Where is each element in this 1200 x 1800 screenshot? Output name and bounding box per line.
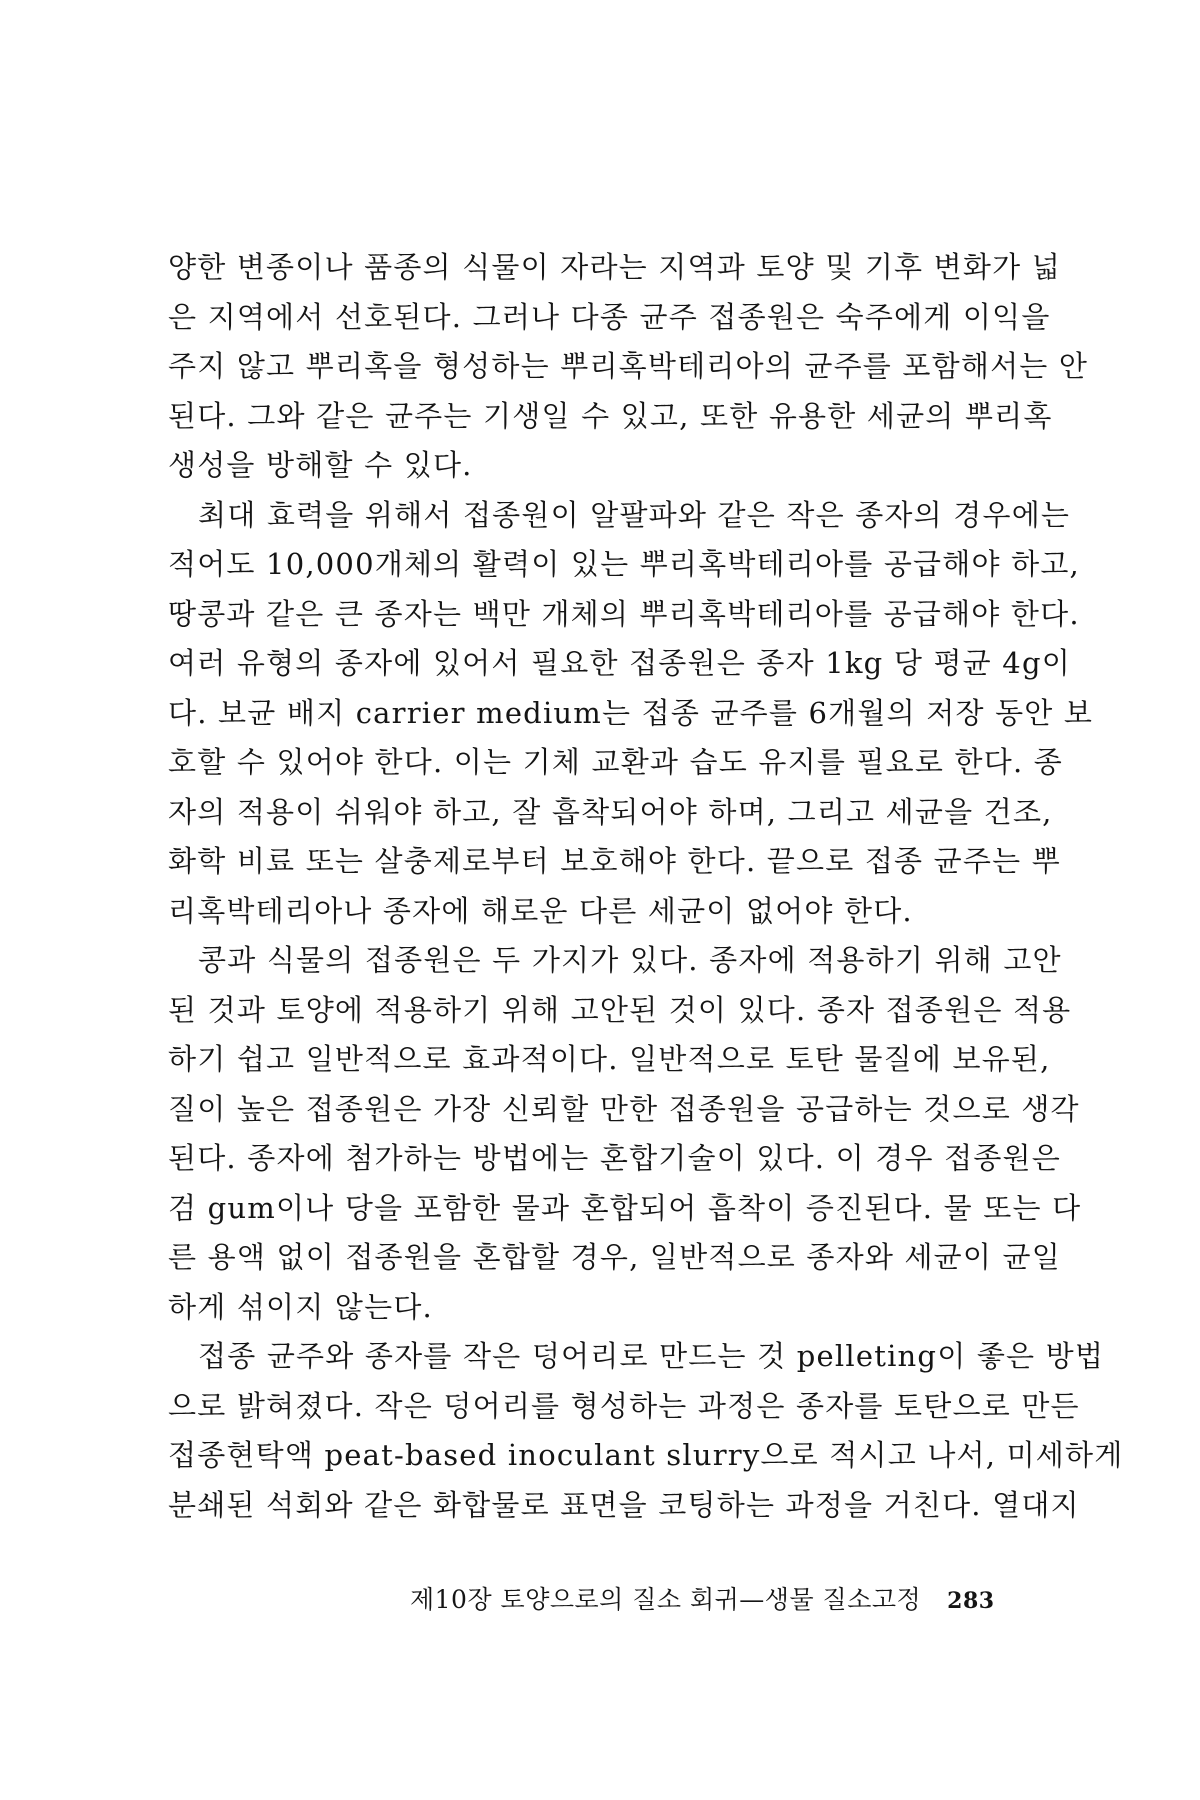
text-line: 여러 유형의 종자에 있어서 필요한 접종원은 종자 1kg 당 평균 4g이 [168, 646, 1071, 680]
text-line: 질이 높은 접종원은 가장 신뢰할 만한 접종원을 공급하는 것으로 생각 [168, 1091, 1080, 1126]
running-footer [410, 1580, 1010, 1616]
text-line: 생성을 방해할 수 있다. [168, 448, 473, 482]
text-line: 된다. 종자에 첨가하는 방법에는 혼합기술이 있다. 이 경우 접종원은 [168, 1141, 1061, 1175]
body-text [168, 243, 1124, 1530]
text-line: 다. 보균 배지 carrier medium는 접종 균주를 6개월의 저장 동안 보 [168, 695, 1094, 730]
text-line: 분쇄된 석회와 같은 화합물로 표면을 코팅하는 과정을 거친다. 열대지 [168, 1487, 1080, 1522]
text-line: 호할 수 있어야 한다. 이는 기체 교환과 습도 유지를 필요로 한다. 종 [168, 745, 1064, 779]
text-line: 하게 섞이지 않는다. [168, 1289, 433, 1324]
text-line: 된다. 그와 같은 균주는 기생일 수 있고, 또한 유용한 세균의 뿌리혹 [168, 398, 1053, 433]
text-line: 적어도 10,000개체의 활력이 있는 뿌리혹박테리아를 공급해야 하고, [168, 547, 1080, 581]
text-line: 최대 효력을 위해서 접종원이 알팔파와 같은 작은 종자의 경우에는 [198, 497, 1071, 532]
text-line: 된 것과 토양에 적용하기 위해 고안된 것이 있다. 종자 접종원은 적용 [168, 992, 1072, 1027]
text-line: 화학 비료 또는 살충제로부터 보호해야 한다. 끝으로 접종 균주는 뿌 [168, 844, 1061, 878]
text-line: 땅콩과 같은 큰 종자는 백만 개체의 뿌리혹박테리아를 공급해야 한다. [168, 596, 1080, 631]
text-line: 른 용액 없이 접종원을 혼합할 경우, 일반적으로 종자와 세균이 균일 [168, 1240, 1061, 1274]
text-line: 접종 균주와 종자를 작은 덩어리로 만드는 것 pelleting이 좋은 방법 [198, 1339, 1105, 1373]
text-line: 은 지역에서 선호된다. 그러나 다종 균주 접종원은 숙주에게 이익을 [168, 299, 1051, 334]
text-line: 검 gum이나 당을 포함한 물과 혼합되어 흡착이 증진된다. 물 또는 다 [168, 1190, 1082, 1225]
page-number: 283 [947, 1588, 995, 1614]
text-line: 으로 밝혀졌다. 작은 덩어리를 형성하는 과정은 종자를 토탄으로 만든 [168, 1388, 1080, 1423]
text-line: 양한 변종이나 품종의 식물이 자라는 지역과 토양 및 기후 변화가 넓 [168, 250, 1061, 284]
text-line: 하기 쉽고 일반적으로 효과적이다. 일반적으로 토탄 물질에 보유된, [168, 1042, 1051, 1076]
text-line: 리혹박테리아나 종자에 해로운 다른 세균이 없어야 한다. [168, 893, 913, 928]
text-line: 주지 않고 뿌리혹을 형성하는 뿌리혹박테리아의 균주를 포함해서는 안 [168, 349, 1089, 383]
text-line: 접종현탁액 peat-based inoculant slurry으로 적시고 나서, 미세하게 [168, 1438, 1124, 1472]
text-line: 콩과 식물의 접종원은 두 가지가 있다. 종자에 적용하기 위해 고안 [198, 943, 1062, 977]
text-line: 자의 적용이 쉬워야 하고, 잘 흡착되어야 하며, 그리고 세균을 건조, [168, 794, 1053, 829]
chapter-title: 제10장 토양으로의 질소 회귀—생물 질소고정 [410, 1585, 922, 1614]
